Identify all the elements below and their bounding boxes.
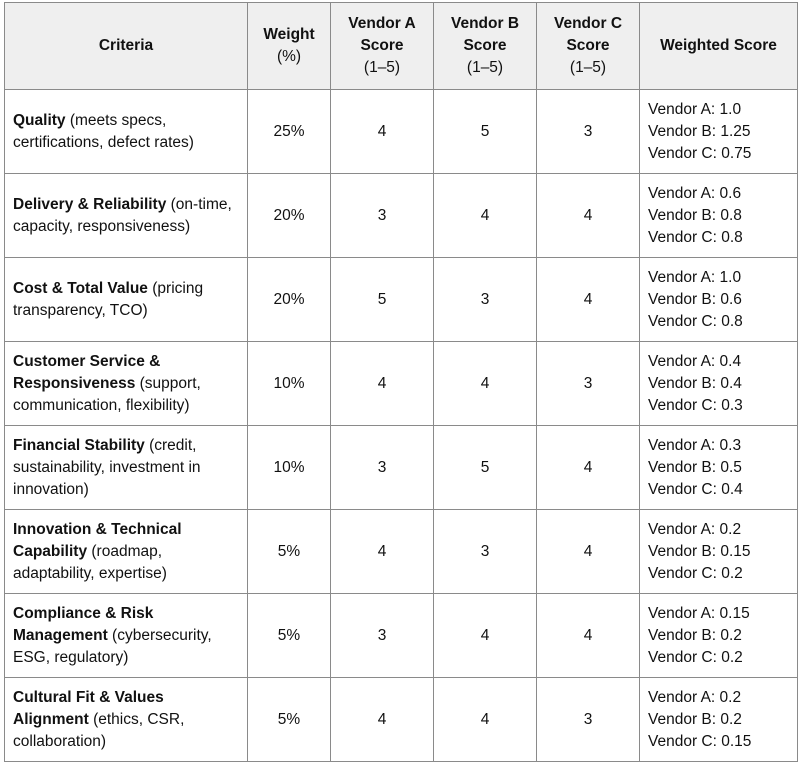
weight-cell: 5% bbox=[248, 594, 331, 678]
criteria-description: (on-time, capacity, responsiveness) bbox=[13, 195, 232, 235]
criteria-description: (meets specs, certifications, defect rates) bbox=[13, 111, 194, 151]
weighted-vendor-a: Vendor A: 0.6 bbox=[648, 184, 742, 202]
table-row bbox=[5, 90, 798, 174]
table-row bbox=[5, 426, 798, 510]
vendor-b-score: 4 bbox=[434, 678, 537, 762]
criteria-cell bbox=[5, 258, 248, 342]
criteria-name: Customer Service & Responsiveness bbox=[13, 352, 161, 392]
weighted-score-cell bbox=[640, 342, 798, 426]
weight-cell: 5% bbox=[248, 510, 331, 594]
score-range-b: (1–5) bbox=[466, 59, 504, 76]
vendor-scoring-table-container bbox=[4, 2, 797, 762]
weighted-score-cell bbox=[640, 678, 798, 762]
weighted-vendor-c: Vendor C: 0.8 bbox=[648, 312, 743, 330]
table-row bbox=[5, 342, 798, 426]
vendor-c-score: 3 bbox=[537, 90, 640, 174]
vendor-b-score: 4 bbox=[434, 594, 537, 678]
weight-cell: 10% bbox=[248, 426, 331, 510]
criteria-name: Financial Stability bbox=[13, 436, 145, 454]
criteria-name: Quality bbox=[13, 111, 66, 129]
weighted-score-cell bbox=[640, 174, 798, 258]
table-row bbox=[5, 594, 798, 678]
vendor-c-score: 3 bbox=[537, 678, 640, 762]
vendor-a-score: 4 bbox=[331, 90, 434, 174]
header-weighted-score: Weighted Score bbox=[640, 3, 798, 90]
header-vendor-a: Vendor A Score (1–5) bbox=[331, 3, 434, 90]
weight-cell: 10% bbox=[248, 342, 331, 426]
criteria-description: (pricing transparency, TCO) bbox=[13, 279, 204, 319]
weighted-vendor-b: Vendor B: 0.2 bbox=[648, 626, 742, 644]
weighted-vendor-b: Vendor B: 0.2 bbox=[648, 710, 742, 728]
vendor-a-score: 3 bbox=[331, 174, 434, 258]
weighted-score-cell bbox=[640, 594, 798, 678]
vendor-a-score: 5 bbox=[331, 258, 434, 342]
table-row bbox=[5, 174, 798, 258]
header-vendor-c: Vendor C Score (1–5) bbox=[537, 3, 640, 90]
weighted-vendor-a: Vendor A: 1.0 bbox=[648, 100, 742, 118]
weighted-vendor-c: Vendor C: 0.15 bbox=[648, 732, 752, 750]
weighted-vendor-c: Vendor C: 0.2 bbox=[648, 648, 743, 666]
vendor-a-score: 3 bbox=[331, 426, 434, 510]
vendor-a-score: 4 bbox=[331, 342, 434, 426]
criteria-name: Compliance & Risk Management bbox=[13, 604, 154, 644]
weighted-vendor-b: Vendor B: 0.5 bbox=[648, 458, 742, 476]
weighted-vendor-b: Vendor B: 0.15 bbox=[648, 542, 751, 560]
weighted-vendor-b: Vendor B: 0.4 bbox=[648, 374, 742, 392]
header-weight: Weight (%) bbox=[248, 3, 331, 90]
weighted-vendor-b: Vendor B: 0.6 bbox=[648, 290, 742, 308]
criteria-name: Cultural Fit & Values Alignment bbox=[13, 688, 164, 728]
vendor-a-score: 4 bbox=[331, 678, 434, 762]
vendor-c-score: 4 bbox=[537, 510, 640, 594]
vendor-a-score: 3 bbox=[331, 594, 434, 678]
table-row bbox=[5, 258, 798, 342]
weighted-vendor-b: Vendor B: 0.8 bbox=[648, 206, 742, 224]
weighted-vendor-c: Vendor C: 0.8 bbox=[648, 228, 743, 246]
vendor-b-score: 4 bbox=[434, 174, 537, 258]
vendor-b-score: 5 bbox=[434, 90, 537, 174]
criteria-description: (support, communication, flexibility) bbox=[13, 374, 201, 414]
header-criteria: Criteria bbox=[5, 3, 248, 90]
vendor-c-score: 4 bbox=[537, 258, 640, 342]
weighted-vendor-a: Vendor A: 0.3 bbox=[648, 436, 742, 454]
criteria-description: (credit, sustainability, investment in innovation) bbox=[13, 436, 201, 498]
vendor-scoring-table bbox=[4, 2, 798, 762]
criteria-name: Delivery & Reliability bbox=[13, 195, 167, 213]
weighted-score-cell bbox=[640, 510, 798, 594]
weighted-vendor-c: Vendor C: 0.75 bbox=[648, 144, 752, 162]
criteria-name: Innovation & Technical Capability bbox=[13, 520, 182, 560]
criteria-cell bbox=[5, 678, 248, 762]
weight-cell: 20% bbox=[248, 174, 331, 258]
table-row bbox=[5, 510, 798, 594]
weight-cell: 5% bbox=[248, 678, 331, 762]
criteria-cell bbox=[5, 426, 248, 510]
weighted-vendor-b: Vendor B: 1.25 bbox=[648, 122, 751, 140]
vendor-a-score: 4 bbox=[331, 510, 434, 594]
weighted-score-cell bbox=[640, 426, 798, 510]
weighted-vendor-a: Vendor A: 0.15 bbox=[648, 604, 750, 622]
criteria-description: (ethics, CSR, collaboration) bbox=[13, 710, 185, 750]
vendor-c-score: 4 bbox=[537, 174, 640, 258]
weighted-vendor-a: Vendor A: 1.0 bbox=[648, 268, 742, 286]
vendor-b-score: 5 bbox=[434, 426, 537, 510]
vendor-b-score: 3 bbox=[434, 258, 537, 342]
weighted-vendor-c: Vendor C: 0.4 bbox=[648, 480, 743, 498]
vendor-b-score: 3 bbox=[434, 510, 537, 594]
weight-cell: 25% bbox=[248, 90, 331, 174]
weighted-score-cell bbox=[640, 90, 798, 174]
vendor-c-score: 4 bbox=[537, 426, 640, 510]
weighted-vendor-c: Vendor C: 0.2 bbox=[648, 564, 743, 582]
vendor-c-score: 4 bbox=[537, 594, 640, 678]
weighted-score-cell bbox=[640, 258, 798, 342]
vendor-b-score: 4 bbox=[434, 342, 537, 426]
header-row bbox=[5, 3, 798, 90]
criteria-cell bbox=[5, 90, 248, 174]
criteria-cell bbox=[5, 342, 248, 426]
criteria-cell bbox=[5, 510, 248, 594]
score-range-c: (1–5) bbox=[569, 59, 607, 76]
weight-cell: 20% bbox=[248, 258, 331, 342]
weighted-vendor-a: Vendor A: 0.4 bbox=[648, 352, 742, 370]
header-vendor-b: Vendor B Score (1–5) bbox=[434, 3, 537, 90]
table-row bbox=[5, 678, 798, 762]
weighted-vendor-a: Vendor A: 0.2 bbox=[648, 688, 742, 706]
criteria-description: (roadmap, adaptability, expertise) bbox=[13, 542, 167, 582]
criteria-cell bbox=[5, 594, 248, 678]
criteria-cell bbox=[5, 174, 248, 258]
weighted-vendor-a: Vendor A: 0.2 bbox=[648, 520, 742, 538]
score-range-a: (1–5) bbox=[363, 59, 401, 76]
criteria-name: Cost & Total Value bbox=[13, 279, 148, 297]
weighted-vendor-c: Vendor C: 0.3 bbox=[648, 396, 743, 414]
criteria-description: (cybersecurity, ESG, regulatory) bbox=[13, 626, 212, 666]
vendor-c-score: 3 bbox=[537, 342, 640, 426]
